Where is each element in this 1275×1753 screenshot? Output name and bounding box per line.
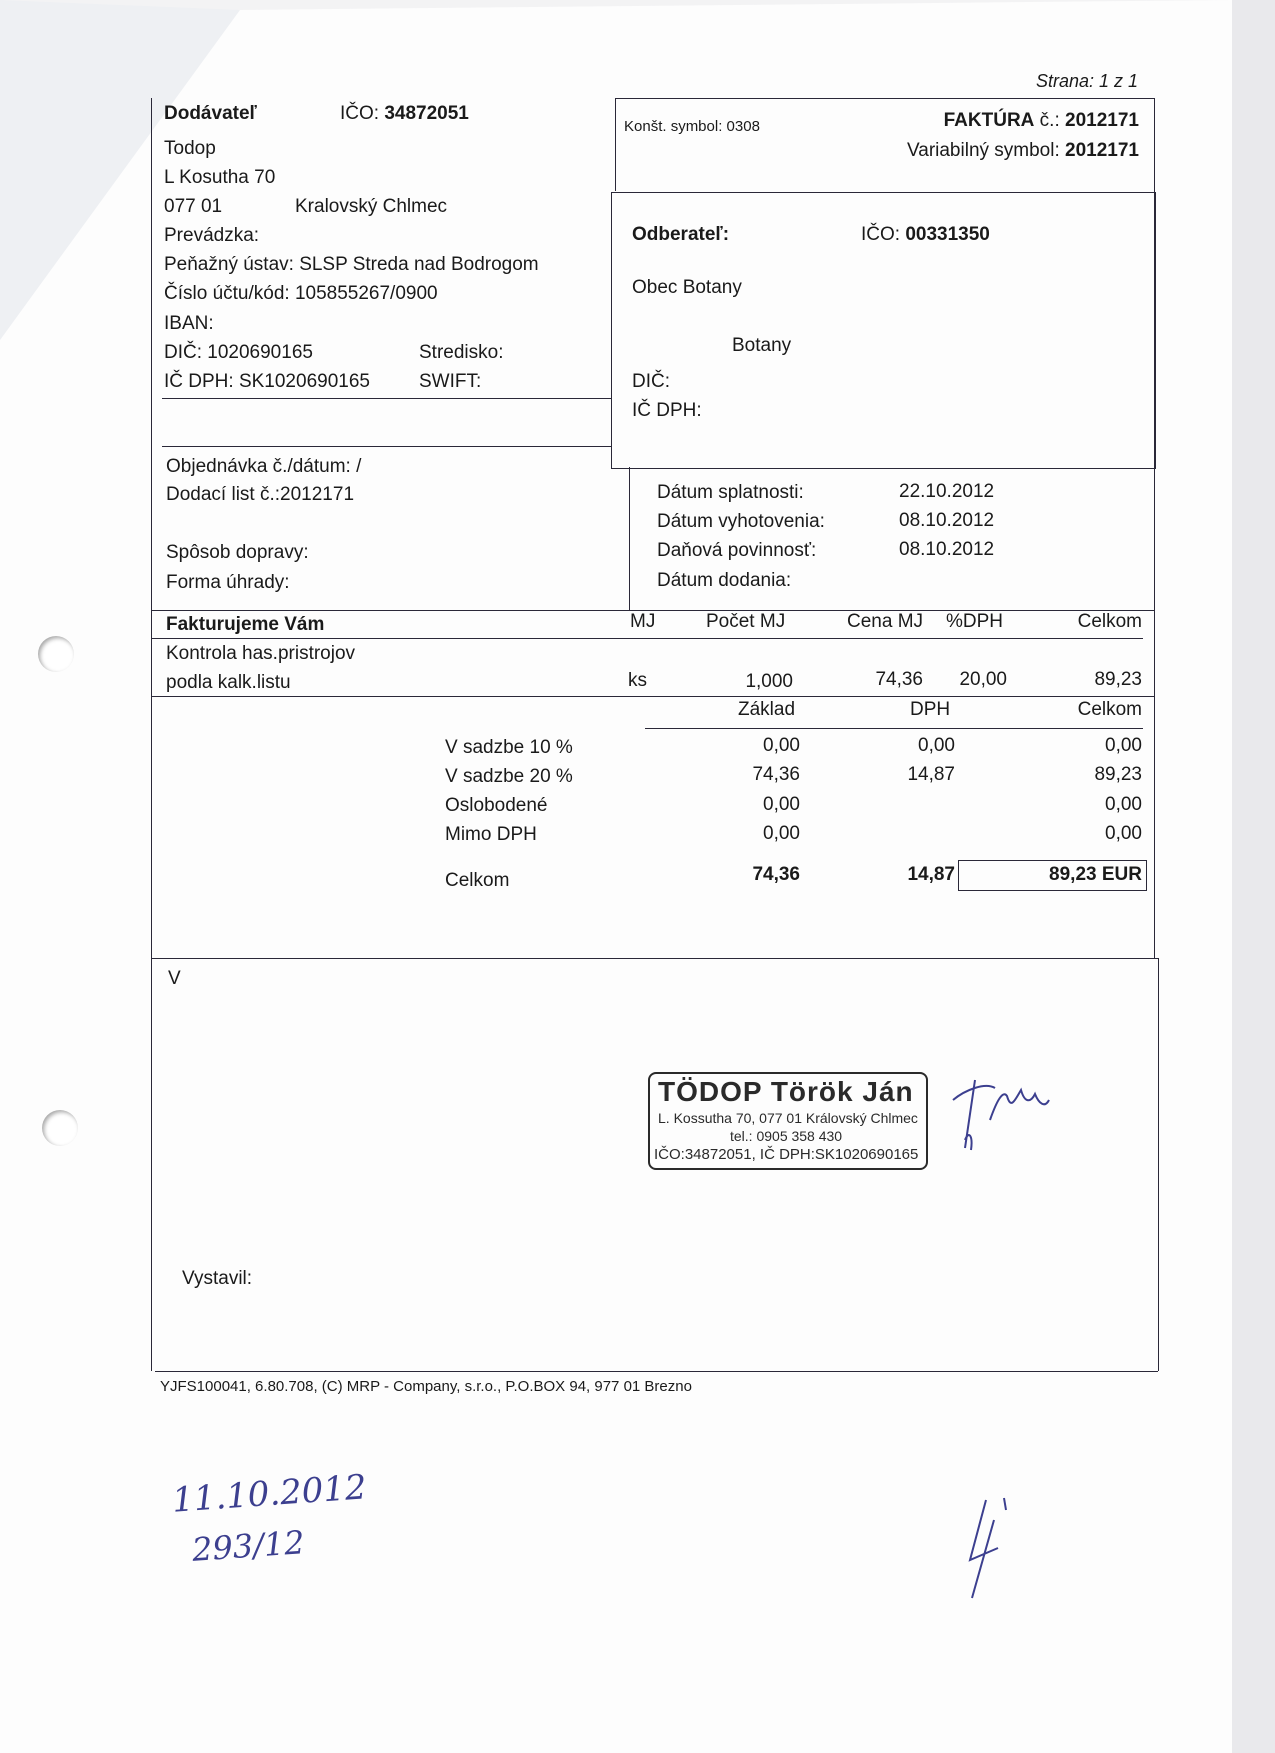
customer-ico-value: 00331350 [905, 224, 990, 245]
handwritten-date: 11.10.2012 [170, 1467, 368, 1521]
transport-method: Spôsob dopravy: [166, 542, 309, 563]
sum-row-celkom: 0,00 [1105, 735, 1142, 756]
header-top-line [615, 98, 1154, 99]
supplier-ico [340, 103, 469, 125]
issue-date-label: Dátum vyhotovenia: [657, 511, 825, 532]
invoice-title: FAKTÚRA [943, 110, 1035, 131]
col-cena: Cena MJ [847, 611, 924, 632]
total-dph: 14,87 [907, 864, 955, 885]
delivery-date-label: Dátum dodania: [657, 570, 792, 591]
variable-symbol-value: 2012171 [1065, 140, 1139, 161]
due-date-label: Dátum splatnosti: [657, 482, 804, 503]
supplier-ico-label: IČO: [340, 103, 380, 124]
handwritten-initial [952, 1490, 1012, 1605]
sum-row-label: Mimo DPH [445, 824, 537, 845]
supplier-swift: SWIFT: [419, 371, 482, 392]
col-mj: MJ [630, 611, 656, 632]
stamp-line-3: tel.: 0905 358 430 [730, 1128, 843, 1144]
payment-method: Forma úhrady: [166, 572, 290, 593]
variable-symbol-label: Variabilný symbol: [906, 140, 1066, 161]
summary-header-line [645, 728, 1143, 729]
supplier-line-2 [162, 446, 611, 447]
invoice-c: č.: [1034, 110, 1066, 131]
supplier-name: Todop [164, 138, 216, 159]
invoice-no: 2012171 [1065, 110, 1139, 131]
delivery-note: Dodací list č.:2012171 [166, 484, 355, 505]
handwritten-ref: 293/12 [190, 1523, 306, 1569]
supplier-iban: IBAN: [164, 313, 214, 334]
tax-date-label: Daňová povinnosť: [657, 540, 817, 561]
supplier-stredisko: Stredisko: [419, 342, 504, 363]
issue-date: 08.10.2012 [899, 510, 995, 531]
items-header-line [151, 638, 1143, 639]
col-pocet: Počet MJ [706, 611, 786, 632]
stamp-line-4: IČO:34872051, IČ DPH:SK1020690165 [654, 1146, 919, 1163]
frame-left [151, 98, 152, 1371]
stamp-line-1: TÖDOP Török Ján [658, 1076, 914, 1107]
footer-text: YJFS100041, 6.80.708, (C) MRP - Company, s.r.o., P.O.BOX 94, 977 01 Brezno [160, 1378, 692, 1395]
variable-symbol [907, 140, 1139, 162]
item-dph: 20,00 [959, 669, 1007, 690]
supplier-prevadzka: Prevádzka: [164, 225, 260, 246]
items-title: Fakturujeme Vám [166, 614, 325, 635]
supplier-bank: Peňažný ústav: SLSP Streda nad Bodrogom [164, 254, 539, 275]
supplier-ico-value: 34872051 [384, 103, 469, 124]
total-zaklad: 74,36 [752, 864, 800, 885]
item-desc-2: podla kalk.listu [166, 672, 291, 693]
customer-name: Obec Botany [632, 277, 742, 298]
frame-bottom [155, 1371, 1158, 1372]
sum-row-label: Oslobodené [445, 795, 548, 816]
supplier-zip: 077 01 [164, 196, 223, 217]
col-dph: %DPH [946, 611, 1004, 632]
sum-row-dph: 0,00 [918, 735, 955, 756]
sum-row-label: V sadzbe 20 % [445, 766, 573, 787]
sum-row-zaklad: 0,00 [763, 735, 800, 756]
due-date: 22.10.2012 [899, 481, 995, 502]
frame-right-bottom [1158, 958, 1159, 1371]
sum-zaklad-header: Základ [738, 699, 796, 720]
sum-row-label: V sadzbe 10 % [445, 737, 573, 758]
place-label: V [168, 968, 181, 989]
supplier-street: L Kosutha 70 [164, 167, 276, 188]
customer-city: Botany [732, 335, 792, 356]
customer-dic: DIČ: [632, 371, 670, 392]
summary-top-line [151, 696, 1154, 697]
tax-date: 08.10.2012 [899, 539, 995, 560]
supplier-dic: DIČ: 1020690165 [164, 342, 313, 363]
dates-divider [629, 467, 630, 610]
item-desc-1: Kontrola has.pristrojov [166, 643, 356, 664]
supplier-heading: Dodávateľ [164, 103, 257, 124]
punch-hole [38, 636, 74, 672]
supplier-city: Kralovský Chlmec [295, 196, 448, 217]
customer-ico-label: IČO: [861, 224, 906, 245]
punch-hole [42, 1110, 78, 1146]
order-number: Objednávka č./dátum: / [166, 456, 362, 477]
sum-row-celkom: 0,00 [1105, 794, 1142, 815]
item-cena: 74,36 [875, 669, 923, 690]
konst-symbol: Konšt. symbol: 0308 [624, 118, 760, 135]
sum-row-zaklad: 0,00 [763, 794, 800, 815]
stamp-line-2: L. Kossutha 70, 077 01 Královský Chlmec [658, 1110, 918, 1126]
customer-heading: Odberateľ: [632, 224, 730, 245]
sum-dph-header: DPH [910, 699, 951, 720]
total-label: Celkom [445, 870, 510, 891]
invoice-number [944, 110, 1139, 132]
header-divider [615, 98, 616, 191]
signature [945, 1060, 1065, 1155]
page-number: Strana: 1 z 1 [1036, 71, 1139, 91]
sum-row-celkom: 89,23 [1094, 764, 1142, 785]
total-celkom: 89,23 EUR [1049, 864, 1142, 885]
supplier-icdph: IČ DPH: SK1020690165 [164, 371, 370, 392]
customer-icdph: IČ DPH: [632, 400, 702, 421]
sum-row-dph: 14,87 [907, 764, 955, 785]
sum-row-celkom: 0,00 [1105, 823, 1142, 844]
notes-top-line [151, 958, 1158, 959]
sum-row-zaklad: 0,00 [763, 823, 800, 844]
col-celkom: Celkom [1077, 611, 1142, 632]
issued-by-label: Vystavil: [182, 1268, 253, 1289]
supplier-line-1 [162, 398, 611, 399]
supplier-account: Číslo účtu/kód: 105855267/0900 [164, 283, 438, 304]
page-edge [1232, 0, 1275, 1753]
item-mj: ks [628, 670, 647, 691]
sum-celkom-header: Celkom [1077, 699, 1142, 720]
company-stamp [648, 1072, 928, 1170]
customer-ico [861, 224, 990, 246]
item-celkom: 89,23 [1094, 669, 1142, 690]
sum-row-zaklad: 74,36 [752, 764, 800, 785]
item-pocet: 1,000 [745, 671, 793, 692]
